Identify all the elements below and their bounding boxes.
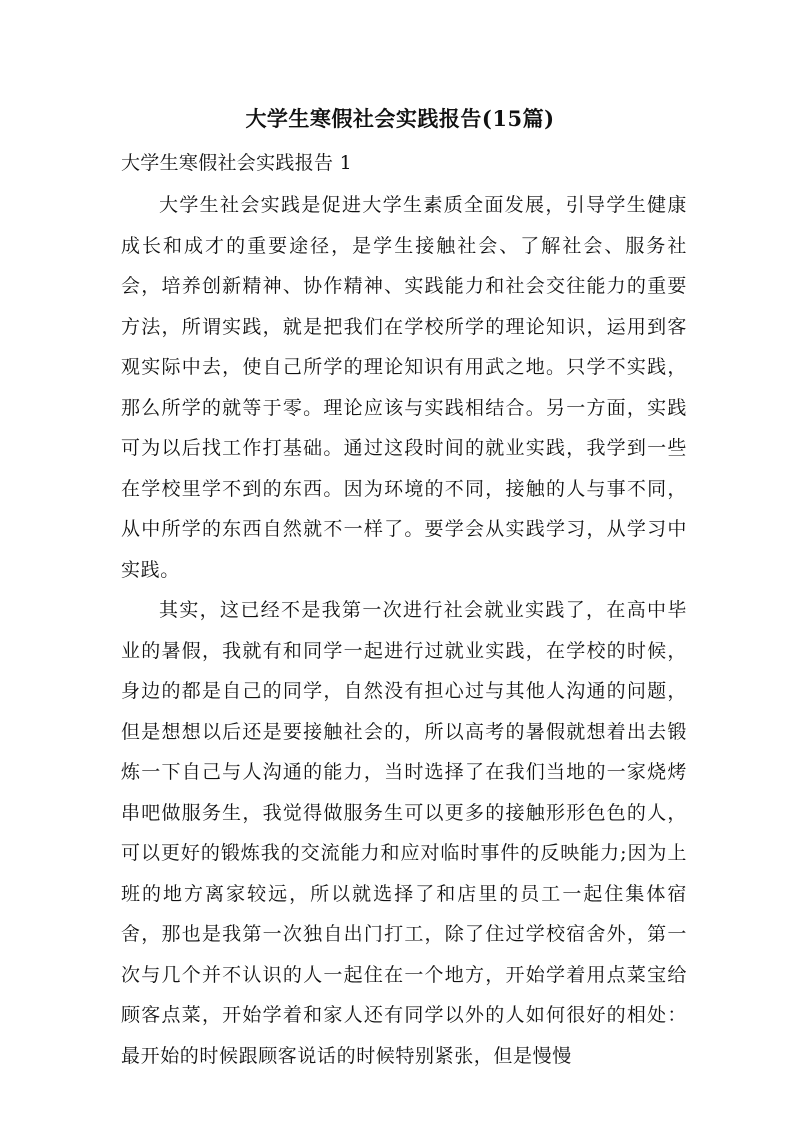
section-heading: 大学生寒假社会实践报告 1 (121, 152, 353, 174)
document-title: 大学生寒假社会实践报告(15篇) (245, 106, 555, 131)
document-body (121, 185, 687, 1076)
paragraph-1: 大学生社会实践是促进大学生素质全面发展，引导学生健康成长和成才的重要途径，是学生接触社会、了解社会、服务社会，培养创新精神、协作精神、实践能力和社会交往能力的重要方法，所谓实践，就是把我们在学校所学的理论知识，运用到客观实际中去，使自己所学的理论知识有用武之地。只学不实践，那么所学的就等于零。理论应该与实践相结合。另一方面，实践可为以后找工作打基础。通过这段时间的就业实践，我学到一些在学校里学不到的东西。因为环境的不同，接触的人与事不同，从中所学的东西自然就不一样了。要学会从实践学习，从学习中实践。 (121, 194, 687, 581)
paragraph-2: 其实，这已经不是我第一次进行社会就业实践了，在高中毕业的暑假，我就有和同学一起进行过就业实践，在学校的时候，身边的都是自己的同学，自然没有担心过与其他人沟通的问题，但是想想以后还是要接触社会的，所以高考的暑假就想着出去锻炼一下自己与人沟通的能力，当时选择了在我们当地的一家烧烤串吧做服务生，我觉得做服务生可以更多的接触形形色色的人，可以更好的锻炼我的交流能力和应对临时事件的反映能力;因为上班的地方离家较远，所以就选择了和店里的员工一起住集体宿舍，那也是我第一次独自出门打工，除了住过学校宿舍外，第一次与几个并不认识的人一起住在一个地方，开始学着用点菜宝给顾客点菜，开始学着和家人还有同学以外的人如何很好的相处：最开始的时候跟顾客说话的时候特别紧张，但是慢慢 (121, 599, 687, 1067)
